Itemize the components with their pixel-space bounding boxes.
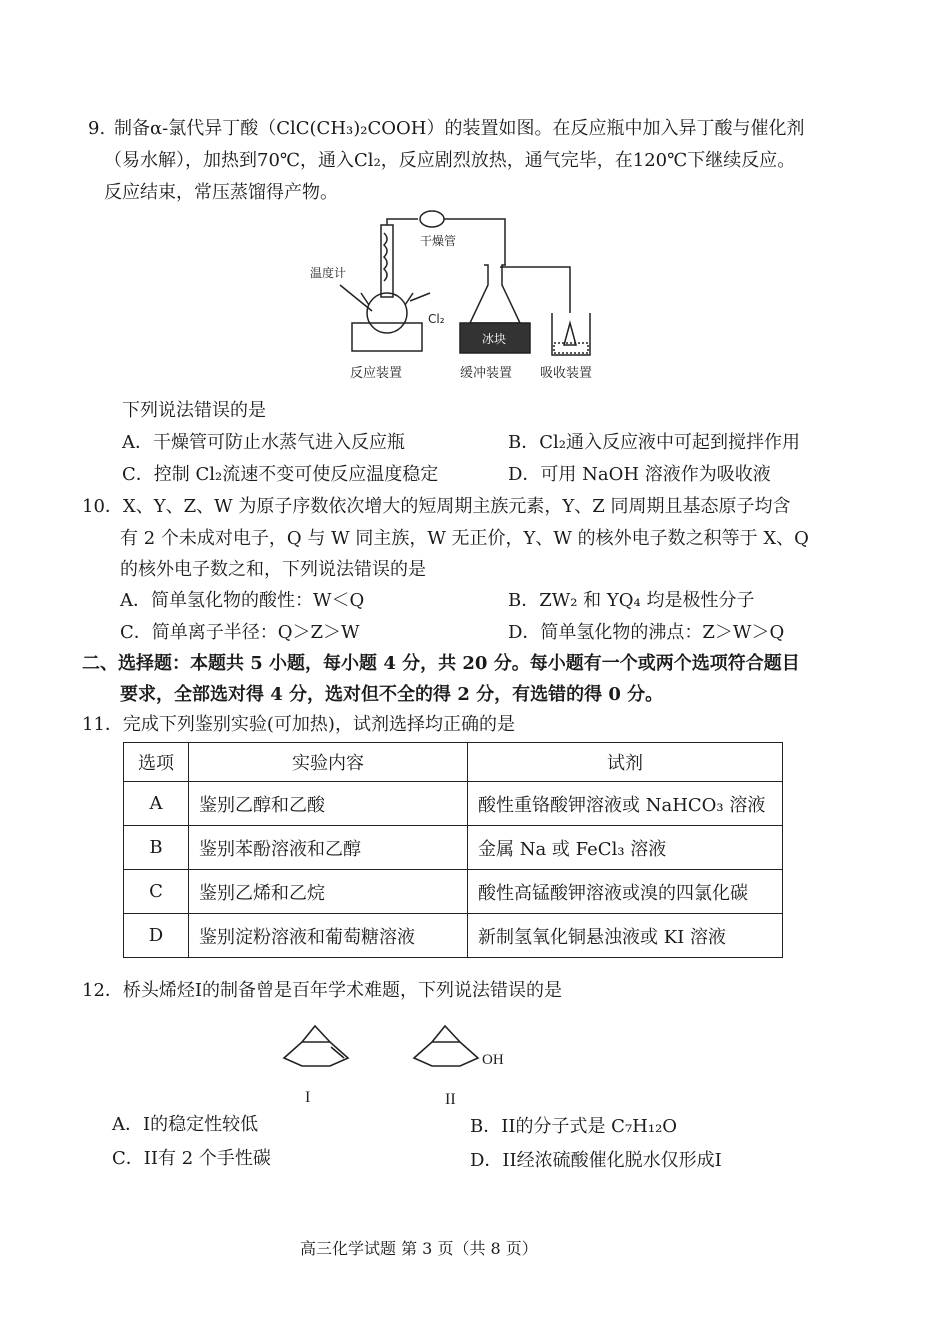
q10-option-b[interactable]: B．ZW₂ 和 YQ₄ 均是极性分子 xyxy=(508,590,755,611)
label-thermometer: 温度计 xyxy=(310,266,347,280)
table-row xyxy=(124,914,783,958)
section2-line2: 要求，全部选对得 4 分，选对但不全的得 2 分，有选错的得 0 分。 xyxy=(120,684,664,705)
q9-option-a[interactable]: A．干燥管可防止水蒸气进入反应瓶 xyxy=(122,432,405,453)
table-cell-option: C xyxy=(124,870,189,914)
q12-option-c[interactable]: C．II有 2 个手性碳 xyxy=(112,1148,271,1169)
q12-option-a[interactable]: A．I的稳定性较低 xyxy=(112,1114,259,1135)
table-cell-content: 鉴别苯酚溶液和乙醇 xyxy=(189,826,468,870)
table-cell-reagent: 酸性重铬酸钾溶液或 NaHCO₃ 溶液 xyxy=(468,782,783,826)
q9-prompt: 下列说法错误的是 xyxy=(122,400,266,421)
q9-option-b[interactable]: B．Cl₂通入反应液中可起到搅拌作用 xyxy=(508,432,800,453)
q9-number: 9. xyxy=(88,118,106,139)
table-header-content: 实验内容 xyxy=(189,743,468,782)
structure-figures xyxy=(270,1020,530,1115)
q9-option-c[interactable]: C．控制 Cl₂流速不变可使反应温度稳定 xyxy=(122,464,439,485)
section2-line1: 二、选择题：本题共 5 小题，每小题 4 分，共 20 分。每小题有一个或两个选项符合题目 xyxy=(82,653,800,674)
label-cl2: Cl₂ xyxy=(428,312,445,326)
table-cell-option: A xyxy=(124,782,189,826)
table-cell-reagent: 新制氢氧化铜悬浊液或 KI 溶液 xyxy=(468,914,783,958)
q9-stem-line2: （易水解），加热到70℃，通入Cl₂，反应剧烈放热，通气完毕，在120℃下继续反应。 xyxy=(104,150,796,171)
table-row xyxy=(124,826,783,870)
q10-line2: 有 2 个未成对电子，Q 与 W 同主族，W 无正价，Y、W 的核外电子数之积等于 X、Q xyxy=(120,528,809,549)
label-structure-ii: II xyxy=(445,1091,456,1108)
q11-stem: 11．完成下列鉴别实验(可加热)，试剂选择均正确的是 xyxy=(82,714,515,735)
label-buffer: 缓冲装置 xyxy=(460,366,513,381)
q9-stem-line3: 反应结束，常压蒸馏得产物。 xyxy=(104,182,338,203)
label-ice: 冰块 xyxy=(482,332,507,346)
q10-option-d[interactable]: D．简单氢化物的沸点：Z＞W＞Q xyxy=(508,622,785,643)
table-row xyxy=(124,870,783,914)
table-cell-content: 鉴别淀粉溶液和葡萄糖溶液 xyxy=(189,914,468,958)
label-structure-i: I xyxy=(305,1089,311,1106)
q10-line1: 10．X、Y、Z、W 为原子序数依次增大的短周期主族元素，Y、Z 同周期且基态原子均含 xyxy=(82,496,791,517)
label-reaction: 反应装置 xyxy=(350,366,403,381)
q11-table xyxy=(123,742,783,958)
table-cell-reagent: 酸性高锰酸钾溶液或溴的四氯化碳 xyxy=(468,870,783,914)
q9-option-d[interactable]: D．可用 NaOH 溶液作为吸收液 xyxy=(508,464,771,485)
table-header-option: 选项 xyxy=(124,743,189,782)
q12-stem: 12．桥头烯烃I的制备曾是百年学术难题，下列说法错误的是 xyxy=(82,980,563,1001)
q10-option-a[interactable]: A．简单氢化物的酸性：W＜Q xyxy=(120,590,365,611)
table-cell-option: B xyxy=(124,826,189,870)
table-header-reagent: 试剂 xyxy=(468,743,783,782)
table-cell-content: 鉴别乙醇和乙酸 xyxy=(189,782,468,826)
table-header-row xyxy=(124,743,783,782)
table-cell-reagent: 金属 Na 或 FeCl₃ 溶液 xyxy=(468,826,783,870)
label-oh: OH xyxy=(482,1052,504,1068)
label-absorb: 吸收装置 xyxy=(540,366,593,381)
page-footer: 高三化学试题 第 3 页（共 8 页） xyxy=(300,1239,538,1258)
table-cell-option: D xyxy=(124,914,189,958)
q12-option-d[interactable]: D．II经浓硫酸催化脱水仅形成I xyxy=(470,1150,722,1171)
table-cell-content: 鉴别乙烯和乙烷 xyxy=(189,870,468,914)
label-dry-tube: 干燥管 xyxy=(420,234,457,248)
q10-line3: 的核外电子数之和，下列说法错误的是 xyxy=(120,559,426,580)
q9-stem-line1: 制备α-氯代异丁酸（ClC(CH₃)₂COOH）的装置如图。在反应瓶中加入异丁酸与催化剂 xyxy=(114,118,805,139)
table-row xyxy=(124,782,783,826)
apparatus-figure xyxy=(300,205,630,390)
q10-option-c[interactable]: C．简单离子半径：Q＞Z＞W xyxy=(120,622,360,643)
q12-option-b[interactable]: B．II的分子式是 C₇H₁₂O xyxy=(470,1116,678,1137)
